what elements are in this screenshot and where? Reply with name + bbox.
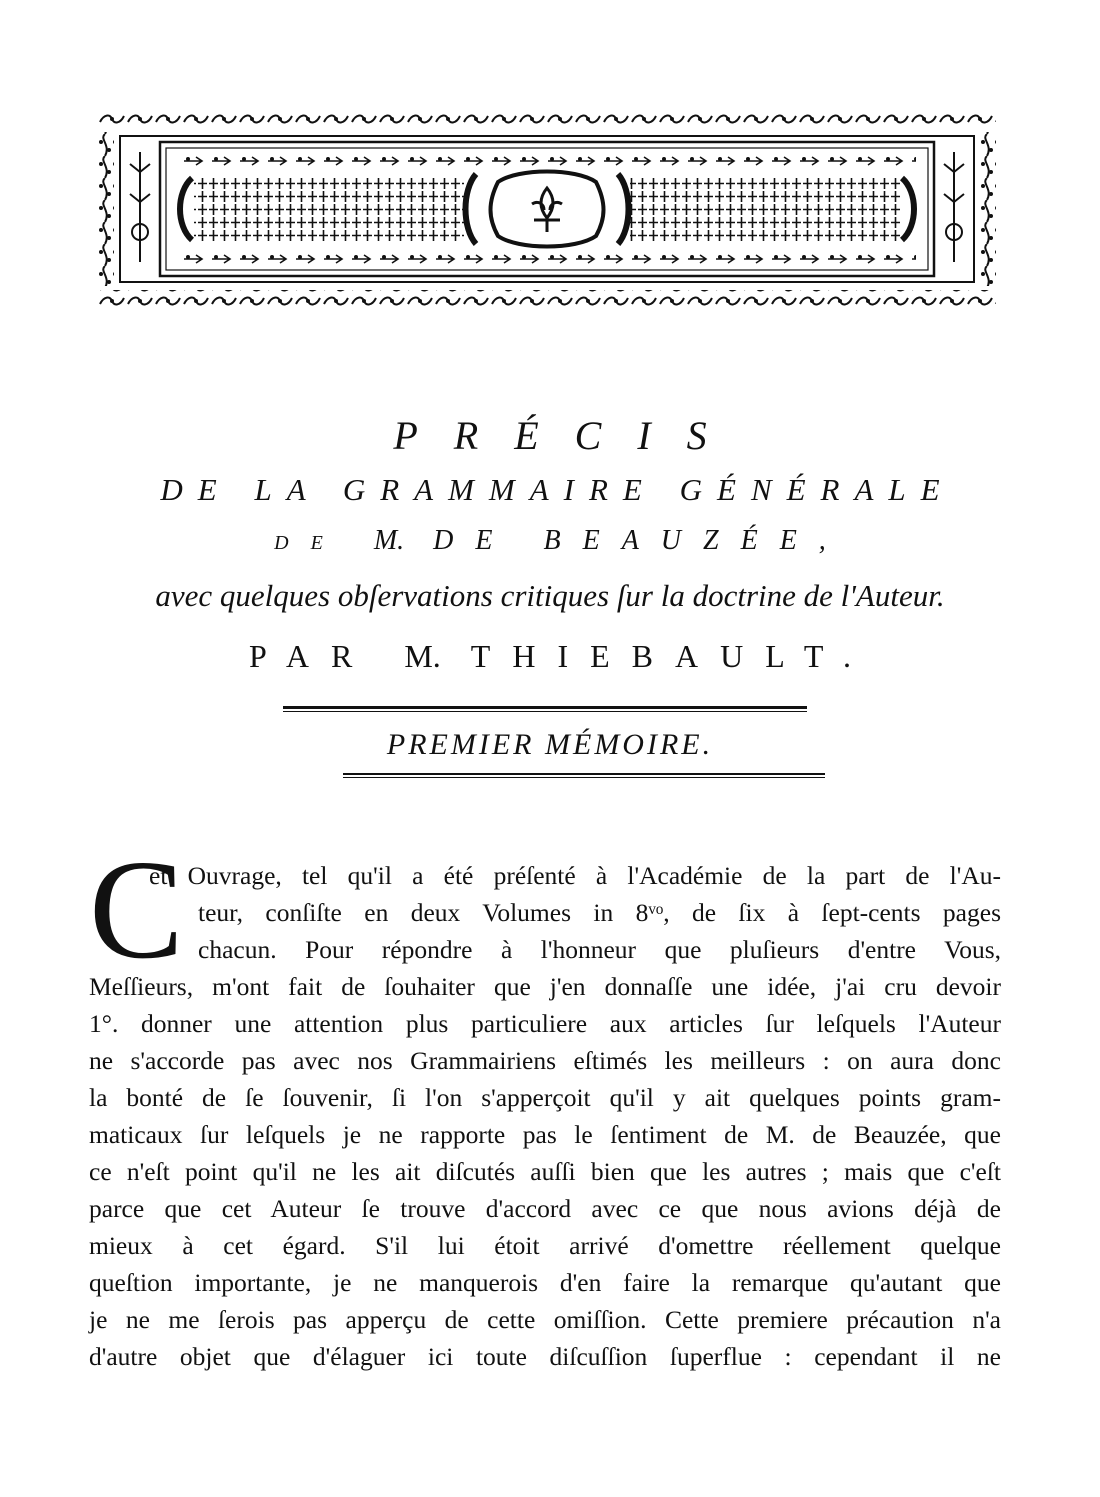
body-line: Meſſieurs, m'ont fait de ſouhaiter que j'en donnaſſe une idée, j'ai cru devoir <box>89 972 1001 1001</box>
title-precis: PRÉCIS <box>393 413 743 458</box>
section-rule-thick <box>343 773 825 775</box>
body-line: la bonté de ſe ſouvenir, ſi l'on s'apperçoit qu'il y ait quelques points gram- <box>89 1083 1001 1112</box>
body-line: et Ouvrage, tel qu'il a été préſenté à l'Académie de la part de l'Au- <box>149 861 1001 890</box>
body-line: ne s'accorde pas avec nos Grammairiens eſtimés les meilleurs : on aura donc <box>89 1046 1001 1075</box>
byline-name: THIEBAULT. <box>470 638 873 674</box>
body-line: ce n'eſt point qu'il ne les ait diſcutés auſſi bien que les autres ; mais que c'eſt <box>89 1157 1001 1186</box>
title-rule-thick <box>283 706 807 709</box>
byline-par: PAR <box>249 638 375 674</box>
title-de-prefix: DE <box>274 532 345 554</box>
subtitle: avec quelques obſervations critiques ſur la doctrine de l'Auteur. <box>155 578 945 613</box>
body-line: queſtion importante, je ne manquerois d'en faire la remarque qu'autant que <box>89 1268 1001 1297</box>
byline-monsieur: M. <box>404 638 441 674</box>
body-line: je ne me ſerois pas apperçu de cette omiſſion. Cette premiere précaution n'a <box>89 1305 1001 1334</box>
ornamental-headpiece <box>98 112 996 308</box>
body-line: parce que cet Auteur ſe trouve d'accord avec ce que nous avions déjà de <box>89 1194 1001 1223</box>
body-line: chacun. Pour répondre à l'honneur que pluſieurs d'entre Vous, <box>198 935 1001 964</box>
title-author-line <box>0 525 1100 557</box>
title-monsieur: M. <box>373 525 405 556</box>
drop-cap: C <box>89 830 184 988</box>
title-rule-thin <box>283 711 807 712</box>
title-author-name: DE BEAUZÉE, <box>433 525 848 556</box>
body-line: d'autre objet que d'élaguer ici toute diſcuſſion ſuperflue : cependant il ne <box>89 1342 1001 1371</box>
body-line: mieux à cet égard. S'il lui étoit arrivé d'omettre réellement quelque <box>89 1231 1001 1260</box>
byline <box>0 638 1100 675</box>
body-line: maticaux ſur leſquels je ne rapporte pas le ſentiment de M. de Beauzée, que <box>89 1120 1001 1149</box>
body-line: 1°. donner une attention plus particuliere aux articles ſur leſquels l'Auteur <box>89 1009 1001 1038</box>
body-line: teur, conſiſte en deux Volumes in 8ᵛᵒ, de ſix à ſept-cents pages <box>198 898 1001 927</box>
section-title: PREMIER MÉMOIRE. <box>386 728 714 761</box>
title-grammaire: DE LA GRAMMAIRE GÉNÉRALE <box>160 472 955 507</box>
section-rule-thin <box>343 777 825 778</box>
